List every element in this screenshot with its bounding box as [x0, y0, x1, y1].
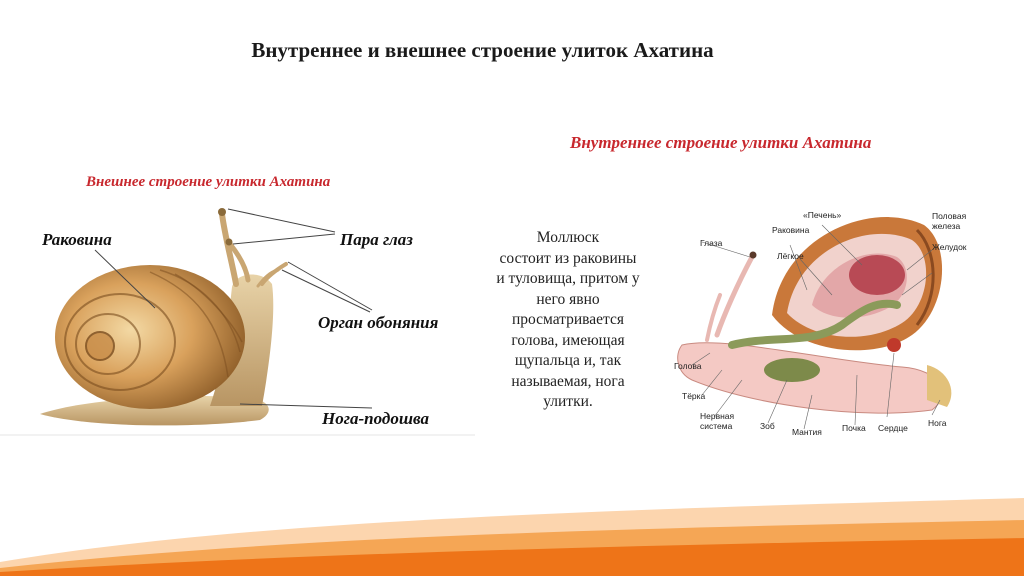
description-line: голова, имеющая: [511, 331, 625, 349]
label-lung: Лёгкое: [777, 251, 804, 261]
label-nerve-line-1: Нервная: [700, 411, 735, 421]
label-radula: Тёрка: [682, 391, 706, 401]
description-line: называемая, нога: [511, 372, 625, 390]
description-line: и туловища, притом у: [496, 270, 640, 287]
label-liver: «Печень»: [803, 210, 842, 220]
description-line: просматривается: [511, 311, 625, 328]
external-heading: Внешнее строение улитки Ахатина: [86, 174, 331, 190]
label-foot-internal: Нога: [928, 418, 947, 428]
description-line: щупальца и, так: [514, 352, 622, 369]
label-head: Голова: [674, 361, 702, 371]
label-mantle: Мантия: [792, 427, 822, 437]
description-text: [488, 228, 648, 413]
footer-decoration: [0, 490, 1024, 576]
description-line: улитки.: [543, 393, 593, 410]
label-shell: Раковина: [42, 230, 112, 249]
label-crop: Зоб: [760, 421, 775, 431]
description-line: Моллюск: [536, 229, 600, 246]
label-gland-line-1: Половая: [932, 211, 967, 221]
label-kidney: Почка: [842, 423, 866, 433]
label-foot: Нога-подошва: [322, 409, 429, 428]
description-line: него явно: [536, 290, 600, 308]
label-stomach: Желудок: [932, 242, 967, 252]
label-heart: Сердце: [878, 423, 908, 433]
internal-snail-illustration: [662, 195, 962, 445]
page-title: Внутреннее и внешнее строение улиток Ахатина: [251, 38, 714, 62]
label-eyes: Пара глаз: [340, 230, 413, 249]
label-eyes-internal: Глаза: [700, 238, 723, 248]
label-shell-internal: Раковина: [772, 225, 810, 235]
internal-heading: Внутреннее строение улитки Ахатина: [570, 133, 872, 152]
label-smell-organ: Орган обоняния: [318, 313, 439, 332]
label-nerve-line-2: система: [700, 421, 733, 431]
description-line: состоит из раковины: [499, 249, 637, 267]
label-gland-line-2: железа: [932, 221, 961, 231]
